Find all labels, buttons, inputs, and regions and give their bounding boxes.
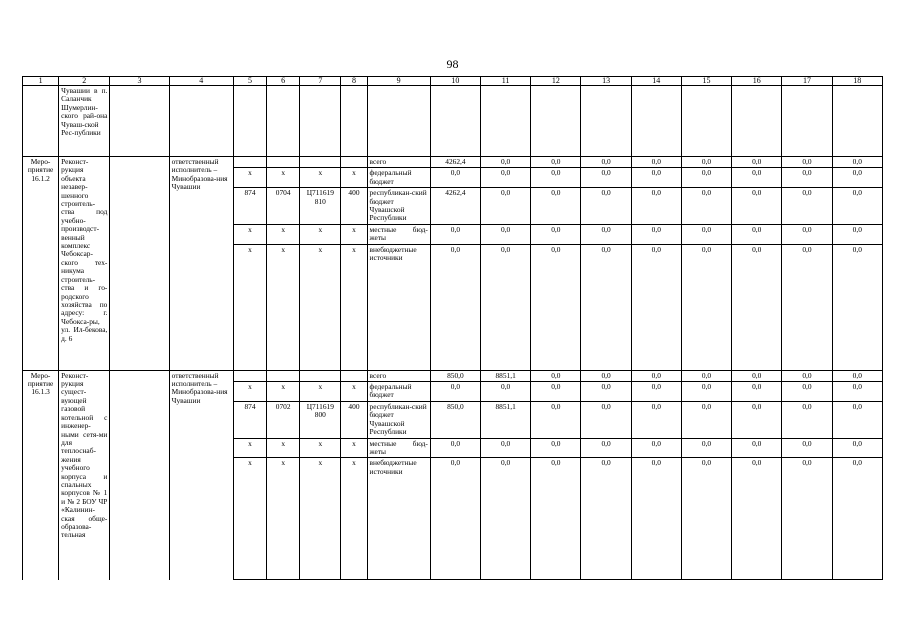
event-label: Меро-приятие 16.1.2 [23, 157, 59, 371]
code-admin: x [233, 438, 266, 458]
amount-cell: 4262,4 [430, 157, 480, 168]
amount-cell: 0,0 [832, 438, 882, 458]
code-section: x [267, 438, 300, 458]
amount-cell: 0,0 [681, 401, 731, 438]
amount-cell: 0,0 [631, 370, 681, 381]
code-admin: 874 [233, 188, 266, 225]
table-row [23, 370, 883, 381]
amount-cell: 0,0 [430, 224, 480, 244]
code-section: 0704 [267, 188, 300, 225]
amount-cell: 0,0 [732, 458, 782, 580]
amount-cell: 8851,1 [481, 370, 531, 381]
amount-cell: 8851,1 [481, 401, 531, 438]
code-target: x [300, 168, 341, 188]
code-section: x [267, 458, 300, 580]
event-label: Меро-приятие 16.1.3 [23, 370, 59, 580]
amount-cell: 0,0 [732, 370, 782, 381]
amount-cell: 0,0 [832, 458, 882, 580]
amount-cell: 0,0 [531, 244, 581, 370]
code-expense [341, 370, 367, 381]
amount-cell: 0,0 [481, 168, 531, 188]
empty-cell [110, 370, 169, 580]
code-section [267, 370, 300, 381]
funding-source: местные бюд-жеты [367, 224, 430, 244]
column-header: 13 [581, 77, 631, 86]
amount-cell: 0,0 [782, 370, 832, 381]
amount-cell: 0,0 [481, 188, 531, 225]
amount-cell: 850,0 [430, 401, 480, 438]
column-header: 5 [233, 77, 266, 86]
amount-cell: 0,0 [782, 244, 832, 370]
amount-cell: 0,0 [430, 382, 480, 402]
code-target: x [300, 244, 341, 370]
amount-cell: 0,0 [481, 382, 531, 402]
amount-cell: 0,0 [581, 401, 631, 438]
code-admin: x [233, 458, 266, 580]
amount-cell: 0,0 [832, 157, 882, 168]
code-expense: x [341, 168, 367, 188]
code-section: x [267, 382, 300, 402]
amount-cell: 0,0 [782, 401, 832, 438]
column-header: 2 [59, 77, 110, 86]
amount-cell: 0,0 [531, 401, 581, 438]
amount-cell: 0,0 [531, 438, 581, 458]
amount-cell: 0,0 [782, 168, 832, 188]
amount-cell: 0,0 [531, 224, 581, 244]
code-expense: 400 [341, 188, 367, 225]
code-expense [341, 157, 367, 168]
amount-cell: 0,0 [782, 458, 832, 580]
column-header: 16 [732, 77, 782, 86]
code-admin: x [233, 244, 266, 370]
amount-cell: 0,0 [732, 157, 782, 168]
code-target: x [300, 382, 341, 402]
column-header: 9 [367, 77, 430, 86]
amount-cell: 0,0 [581, 458, 631, 580]
event-object-name: Реконст-рукция объекта незавер-шенного строитель-ства под учебно-производст-венный комплекс Чебоксар-ского тех-никума строитель-ства и го-родского хозяйства по адресу: г. Чебокса-ры, ул. Ил-бекова, д. 6 [59, 157, 110, 371]
amount-cell: 0,0 [832, 401, 882, 438]
code-section [267, 157, 300, 168]
code-expense: x [341, 244, 367, 370]
amount-cell: 0,0 [681, 382, 731, 402]
code-admin: 874 [233, 401, 266, 438]
amount-cell: 0,0 [832, 382, 882, 402]
amount-cell: 0,0 [681, 188, 731, 225]
funding-source: внебюджетные источники [367, 458, 430, 580]
amount-cell: 0,0 [782, 188, 832, 225]
code-target [300, 370, 341, 381]
funding-source: республикан-ский бюджет Чувашской Республики [367, 188, 430, 225]
funding-source: республикан-ский бюджет Чувашской Республики [367, 401, 430, 438]
empty-cell [110, 157, 169, 371]
amount-cell: 0,0 [481, 244, 531, 370]
code-section: x [267, 168, 300, 188]
amount-cell: 0,0 [430, 458, 480, 580]
amount-cell: 0,0 [430, 438, 480, 458]
amount-cell: 0,0 [782, 224, 832, 244]
code-target: Ц711619 810 [300, 188, 341, 225]
amount-cell: 0,0 [631, 188, 681, 225]
amount-cell: 0,0 [581, 244, 631, 370]
amount-cell: 0,0 [531, 157, 581, 168]
funding-source: внебюджетные источники [367, 244, 430, 370]
continuation-object-name: Чувашии в п. Саланчик Шумерлин-ского рай-она Чуваш-ской Рес-публики [59, 86, 110, 157]
code-target: x [300, 224, 341, 244]
funding-source: всего [367, 370, 430, 381]
amount-cell: 0,0 [531, 188, 581, 225]
amount-cell: 0,0 [581, 438, 631, 458]
code-section: 0702 [267, 401, 300, 438]
amount-cell: 0,0 [581, 224, 631, 244]
funding-source: местные бюд-жеты [367, 438, 430, 458]
amount-cell: 0,0 [481, 157, 531, 168]
amount-cell: 0,0 [430, 244, 480, 370]
column-header: 18 [832, 77, 882, 86]
code-admin: x [233, 168, 266, 188]
amount-cell: 0,0 [581, 157, 631, 168]
column-header: 12 [531, 77, 581, 86]
funding-source: всего [367, 157, 430, 168]
column-header: 1 [23, 77, 59, 86]
amount-cell: 0,0 [631, 438, 681, 458]
continuation-row [23, 86, 883, 157]
column-header: 15 [681, 77, 731, 86]
amount-cell: 0,0 [732, 224, 782, 244]
amount-cell: 0,0 [430, 168, 480, 188]
funding-source: федеральный бюджет [367, 168, 430, 188]
amount-cell: 0,0 [832, 224, 882, 244]
amount-cell: 0,0 [631, 168, 681, 188]
code-target: x [300, 458, 341, 580]
amount-cell: 0,0 [531, 382, 581, 402]
column-header: 6 [267, 77, 300, 86]
code-admin: x [233, 382, 266, 402]
code-admin: x [233, 224, 266, 244]
table-row [23, 157, 883, 168]
amount-cell: 0,0 [631, 224, 681, 244]
code-section: x [267, 224, 300, 244]
amount-cell: 0,0 [581, 382, 631, 402]
amount-cell: 0,0 [581, 188, 631, 225]
code-expense: x [341, 438, 367, 458]
code-target [300, 157, 341, 168]
amount-cell: 0,0 [832, 188, 882, 225]
amount-cell: 0,0 [732, 168, 782, 188]
amount-cell: 0,0 [631, 401, 681, 438]
amount-cell: 0,0 [732, 382, 782, 402]
amount-cell: 0,0 [732, 401, 782, 438]
amount-cell: 0,0 [631, 157, 681, 168]
amount-cell: 0,0 [481, 458, 531, 580]
funding-source: федеральный бюджет [367, 382, 430, 402]
code-admin [233, 157, 266, 168]
amount-cell: 0,0 [832, 370, 882, 381]
amount-cell: 0,0 [681, 244, 731, 370]
code-expense: x [341, 458, 367, 580]
code-section: x [267, 244, 300, 370]
amount-cell: 0,0 [832, 168, 882, 188]
event-executor: ответственный исполнитель – Минобразова-ния Чувашии [169, 370, 233, 580]
amount-cell: 0,0 [681, 168, 731, 188]
amount-cell: 0,0 [581, 168, 631, 188]
column-header: 4 [169, 77, 233, 86]
code-target: Ц711619 800 [300, 401, 341, 438]
amount-cell: 0,0 [631, 382, 681, 402]
column-header: 14 [631, 77, 681, 86]
amount-cell: 0,0 [782, 438, 832, 458]
code-expense: x [341, 224, 367, 244]
column-header: 11 [481, 77, 531, 86]
amount-cell: 0,0 [732, 438, 782, 458]
code-expense: 400 [341, 401, 367, 438]
column-header: 10 [430, 77, 480, 86]
budget-table [22, 76, 883, 580]
amount-cell: 0,0 [481, 438, 531, 458]
amount-cell: 0,0 [631, 458, 681, 580]
code-expense: x [341, 382, 367, 402]
column-header: 7 [300, 77, 341, 86]
amount-cell: 0,0 [581, 370, 631, 381]
event-object-name: Реконст-рукция сущест-вующей газовой котельной с инженер-ными сетя-ми для теплоснаб-жения учебного корпуса и спальных корпусов № 1 и № 2 БОУ ЧР «Калинин-ская обще-образова-тельная [59, 370, 110, 580]
page-number: 98 [446, 57, 459, 71]
code-admin [233, 370, 266, 381]
amount-cell: 0,0 [832, 244, 882, 370]
amount-cell: 0,0 [681, 157, 731, 168]
code-target: x [300, 438, 341, 458]
amount-cell: 0,0 [681, 370, 731, 381]
amount-cell: 0,0 [631, 244, 681, 370]
amount-cell: 0,0 [732, 188, 782, 225]
amount-cell: 4262,4 [430, 188, 480, 225]
amount-cell: 0,0 [681, 458, 731, 580]
table-header-row [23, 77, 883, 86]
amount-cell: 0,0 [481, 224, 531, 244]
amount-cell: 0,0 [732, 244, 782, 370]
column-header: 8 [341, 77, 367, 86]
column-header: 17 [782, 77, 832, 86]
amount-cell: 0,0 [531, 168, 581, 188]
column-header: 3 [110, 77, 169, 86]
amount-cell: 850,0 [430, 370, 480, 381]
event-executor: ответственный исполнитель – Минобразова-ния Чувашии [169, 157, 233, 371]
amount-cell: 0,0 [531, 370, 581, 381]
amount-cell: 0,0 [681, 224, 731, 244]
amount-cell: 0,0 [782, 157, 832, 168]
amount-cell: 0,0 [782, 382, 832, 402]
amount-cell: 0,0 [531, 458, 581, 580]
amount-cell: 0,0 [681, 438, 731, 458]
